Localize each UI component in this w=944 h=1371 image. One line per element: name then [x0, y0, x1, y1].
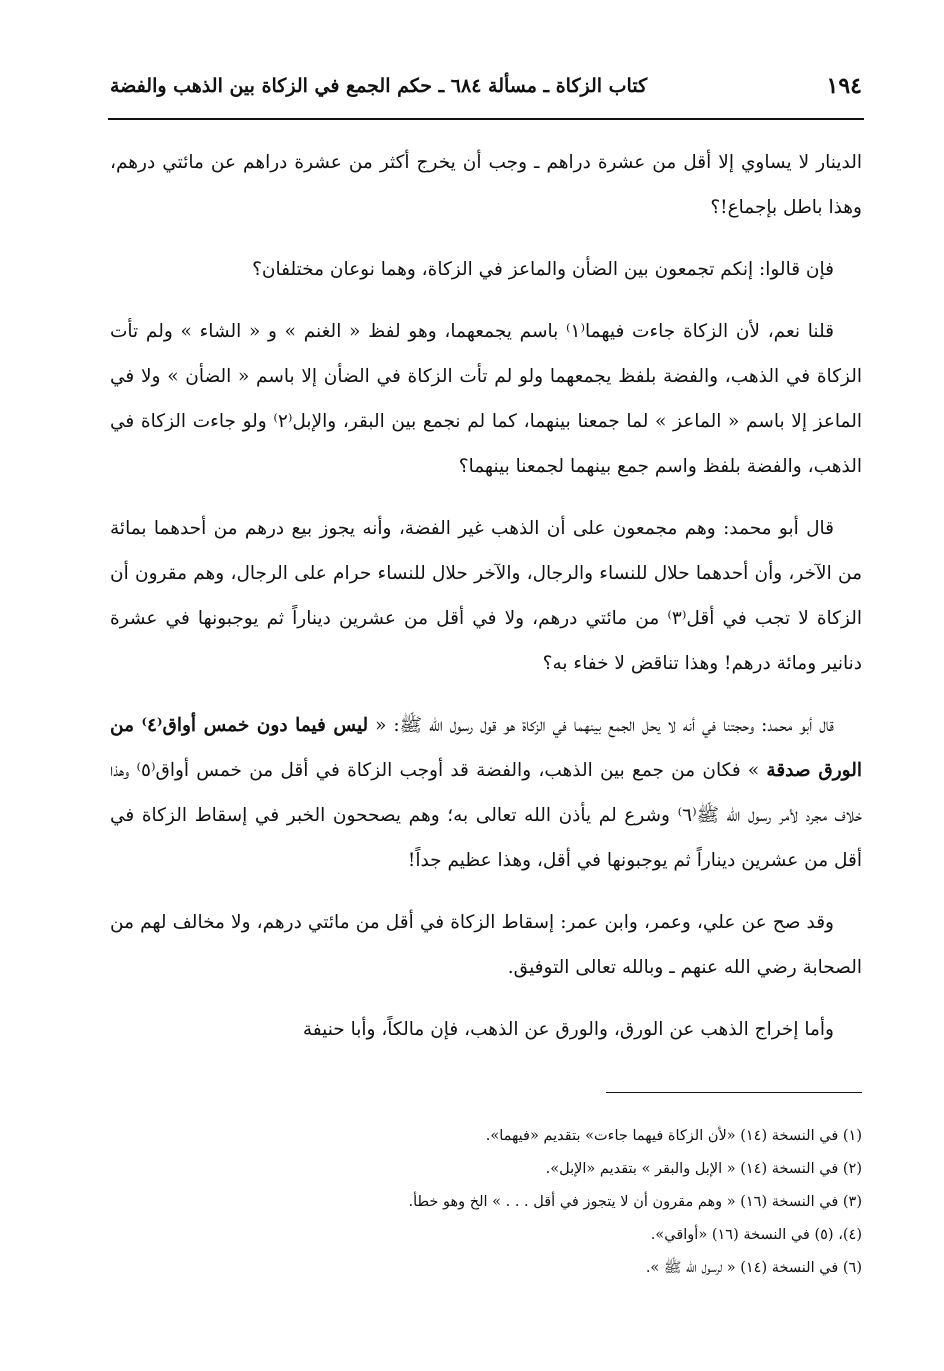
- paragraph-7-text: وأما إخراج الذهب عن الورق، والورق عن الذهب، فإن مالكاً، وأبا حنيفة: [302, 1019, 834, 1040]
- paragraph-5: [110, 703, 862, 883]
- paragraph-5-lead: قال أبو محمد: وحجتنا في أنه لا يحل الجمع بينهما في الزكاة هو قول رسول الله ﷺ: «: [368, 715, 834, 736]
- paragraph-4-text: قال أبو محمد: وهم مجمعون على أن الذهب غير الفضة، وأنه يجوز بيع درهم من أحدهما بمائة من الآخر، وأن أحدهما حلال للنساء والرجال، والآخر حلال للنساء حرام على الرجال، وهم مقرون أن الزكاة لا تجب في أقل⁽٣⁾ من مائتي درهم، ولا في أقل من عشرين ديناراً ثم يوجبونها في عشرة دنانير ومائة درهم! وهذا تناقض لا خفاء به؟: [110, 518, 862, 674]
- page-number: ١٩٤: [826, 73, 862, 99]
- paragraph-3-text: قلنا نعم، لأن الزكاة جاءت فيهما⁽١⁾ باسم يجمعهما، وهو لفظ « الغنم » و « الشاء » ولم تأت الزكاة في الذهب، والفضة بلفظ يجمعهما ولو لم تأت الزكاة في الضأن إلا باسم « الضأن » ولا في الماعز إلا باسم « الماعز » لما جمعنا بينهما، كما لم نجمع بين البقر، والإبل⁽٢⁾ ولو جاءت الزكاة في الذهب، والفضة بلفظ واسم جمع بينهما لجمعنا بينهما؟: [110, 321, 862, 477]
- paragraph-6-text: وقد صح عن علي، وعمر، وابن عمر: إسقاط الزكاة في أقل من مائتي درهم، ولا مخالف لهم من الصحابة رضي الله عنهم ـ وبالله تعالى التوفيق.: [110, 912, 862, 978]
- header-divider: [108, 118, 864, 120]
- paragraph-2: [110, 247, 862, 292]
- paragraph-1-text: الدينار لا يساوي إلا أقل من عشرة دراهم ـ وجب أن يخرج أكثر من عشرة دراهم عن مائتي درهم، وهذا باطل بإجماع!؟: [110, 152, 862, 218]
- paragraph-2-text: فإن قالوا: إنكم تجمعون بين الضأن والماعز في الزكاة، وهما نوعان مختلفان؟: [252, 259, 834, 280]
- footnote-4-5: (٤)، (٥) في النسخة (١٦) «أواقي».: [650, 1227, 862, 1243]
- paragraph-1: [110, 140, 862, 230]
- paragraph-3: [110, 309, 862, 489]
- footnotes: [110, 1120, 862, 1285]
- paragraph-4: [110, 506, 862, 686]
- footnote-2: (٢) في النسخة (١٤) « الإبل والبقر » بتقديم «الإبل».: [545, 1161, 862, 1177]
- paragraph-5-rest: » فكان من جمع بين الذهب، والفضة قد أوجب الزكاة في أقل من خمس أواق⁽٥⁾ وهذا خلاف مجرد لأمر رسول الله ﷺ⁽٦⁾ وشرع لم يأذن الله تعالى به؛ وهم يصححون الخبر في إسقاط الزكاة في أقل من عشرين ديناراً ثم يوجبونها في أقل، وهذا عظيم جداً!: [110, 760, 862, 871]
- footnote-6: (٦) في النسخة (١٤) « لرسول الله ﷺ ».: [645, 1260, 862, 1276]
- hadith-quote: ليس فيما دون خمس أواق⁽٤⁾ من الورق صدقة: [110, 715, 863, 781]
- footnote-1: (١) في النسخة (١٤) «لأن الزكاة فيهما جاءت» بتقديم «فيهما».: [485, 1128, 862, 1144]
- paragraph-6: [110, 900, 862, 990]
- footnote-3: (٣) في النسخة (١٦) « وهم مقرون أن لا يتجوز في أقل . . . » الخ وهو خطأ.: [408, 1194, 862, 1210]
- main-text: [110, 140, 862, 1069]
- paragraph-7: [110, 1007, 862, 1052]
- running-title: كتاب الزكاة ـ مسألة ٦٨٤ ـ حكم الجمع في الزكاة بين الذهب والفضة: [110, 75, 648, 97]
- page-header: [110, 66, 862, 106]
- footnote-divider: [606, 1092, 862, 1093]
